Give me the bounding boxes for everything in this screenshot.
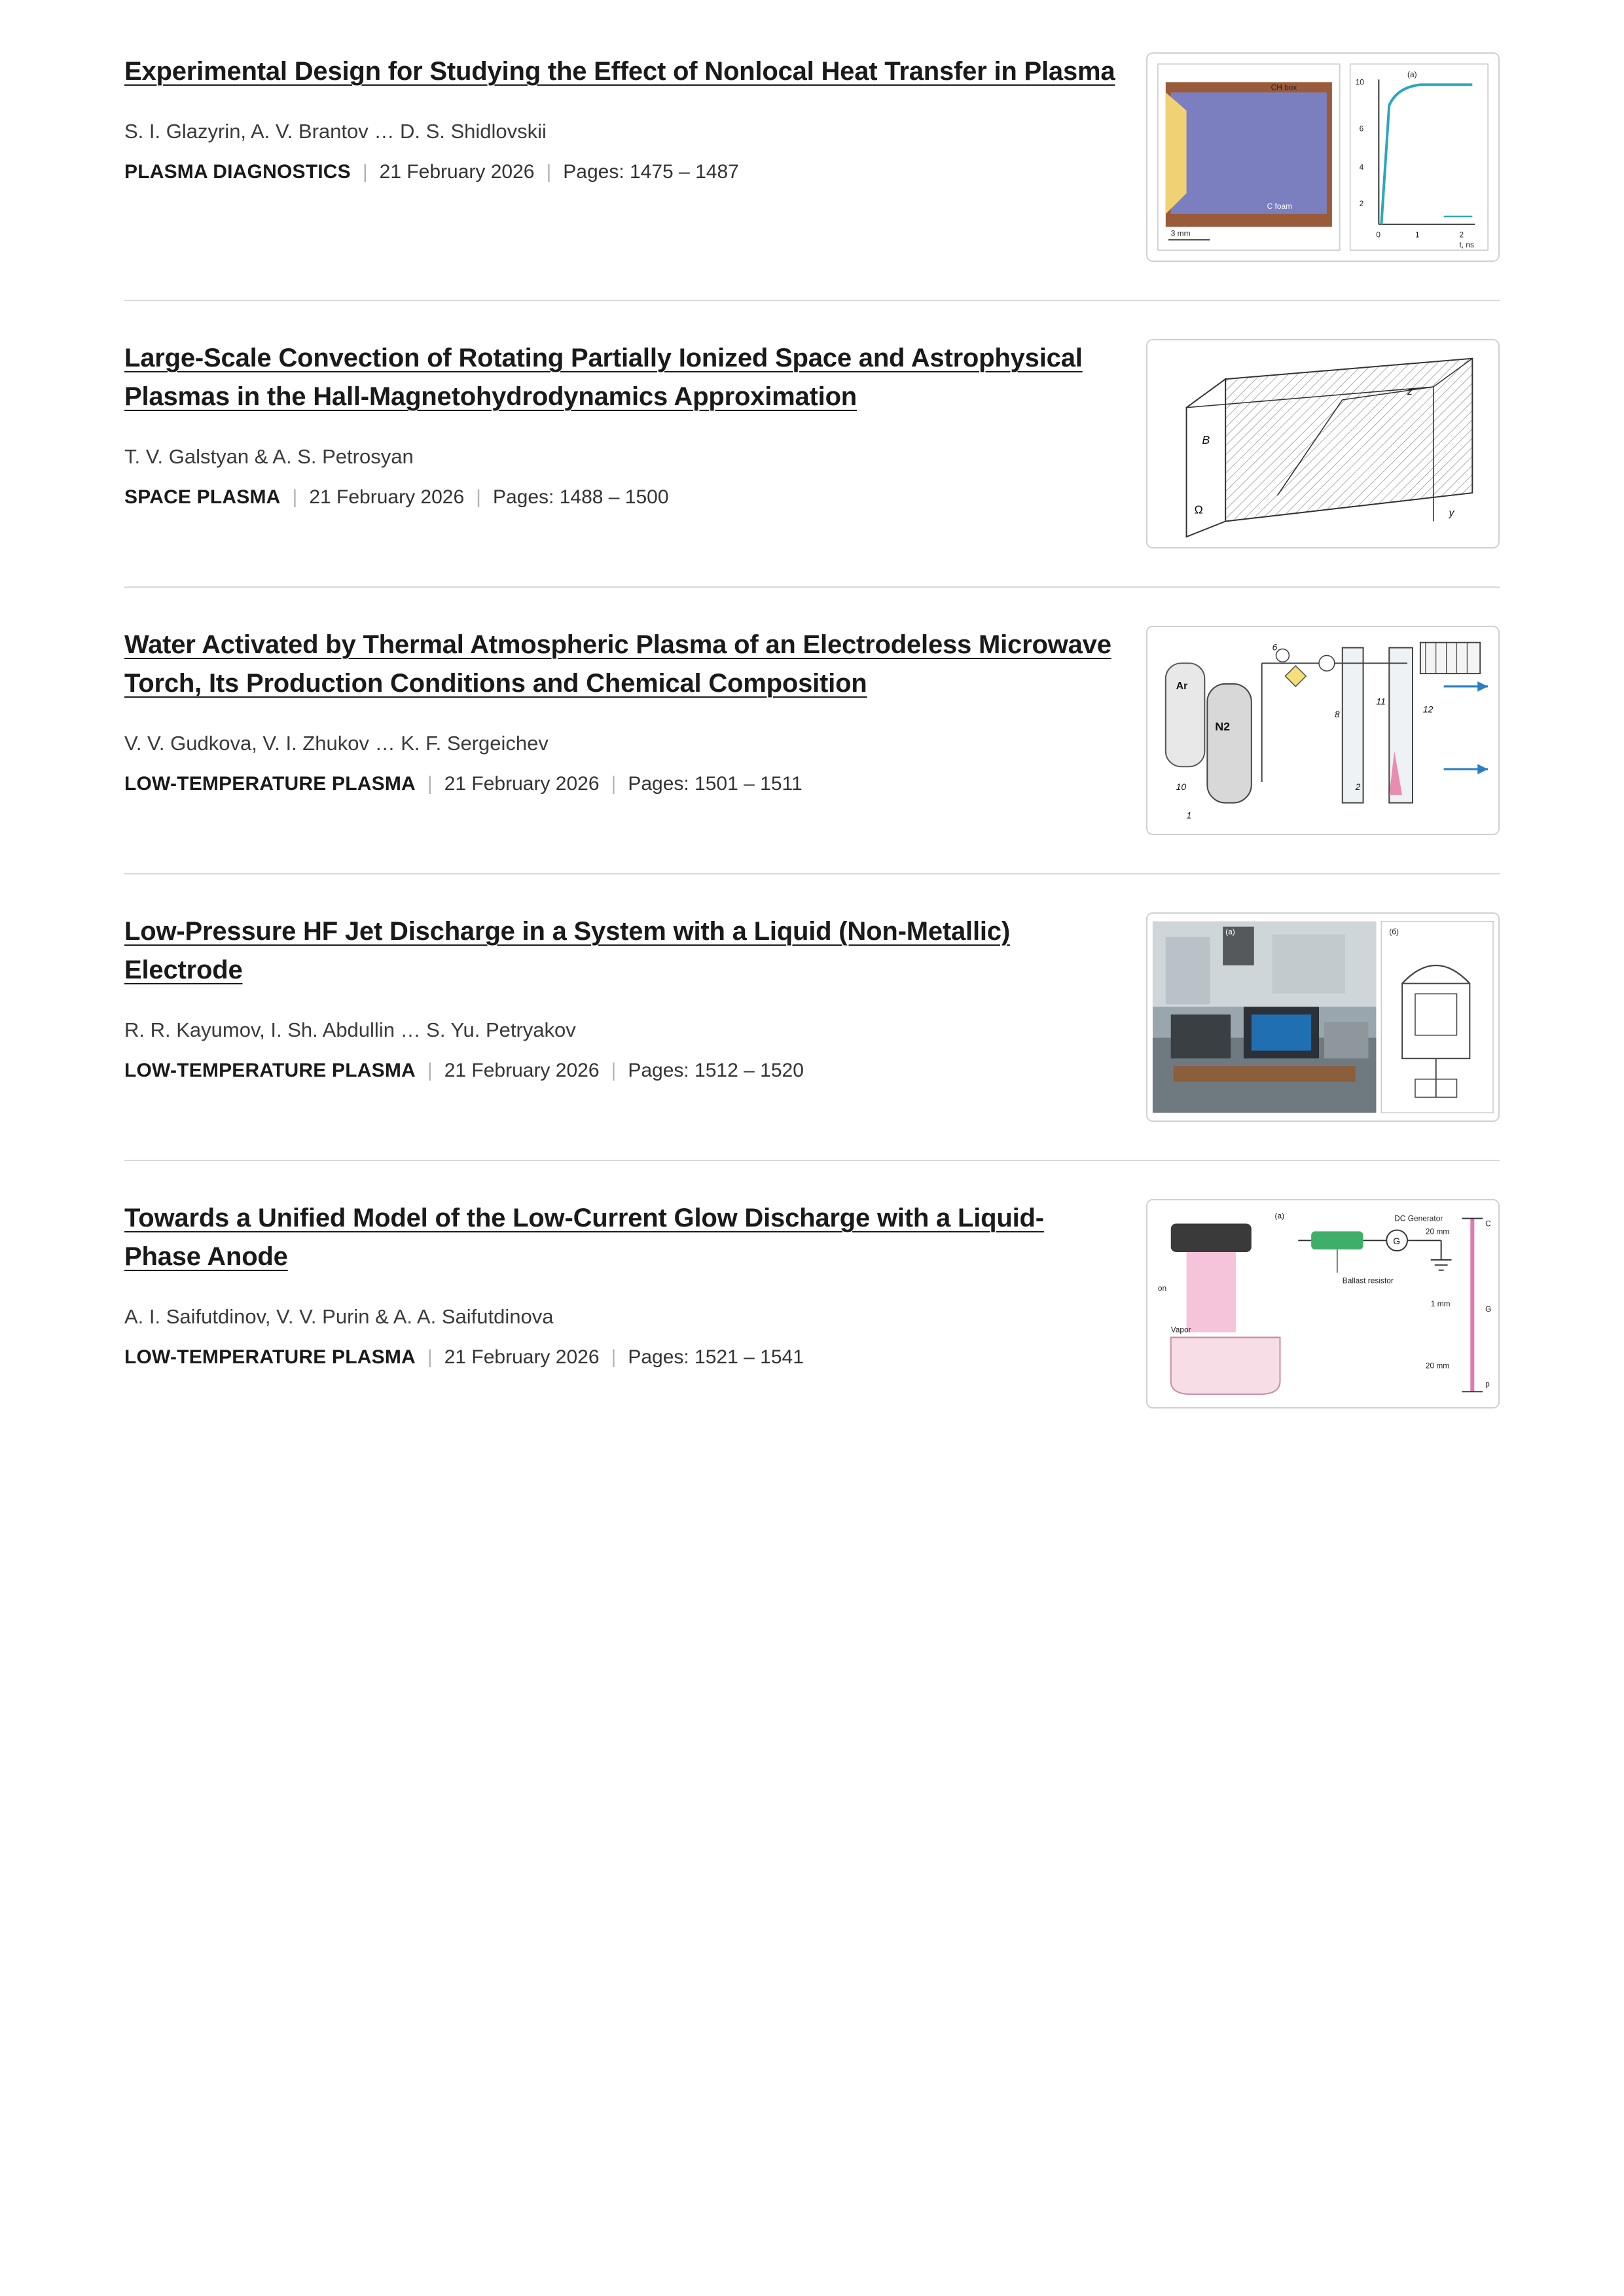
svg-text:on: on — [1157, 1283, 1167, 1293]
svg-text:G: G — [1393, 1236, 1401, 1247]
svg-text:3 mm: 3 mm — [1170, 228, 1191, 238]
svg-text:4: 4 — [1359, 162, 1364, 172]
svg-text:(а): (а) — [1274, 1211, 1285, 1221]
article-title-wrap — [124, 912, 1119, 990]
svg-text:20 mm: 20 mm — [1425, 1361, 1450, 1371]
article-main — [124, 626, 1119, 798]
article-date: 21 February 2026 — [444, 773, 600, 795]
article-thumbnail[interactable] — [1146, 52, 1500, 262]
svg-text:1 mm: 1 mm — [1430, 1299, 1451, 1308]
svg-text:0: 0 — [1376, 230, 1381, 240]
svg-text:Ballast resistor: Ballast resistor — [1342, 1276, 1394, 1285]
svg-text:1: 1 — [1186, 810, 1192, 821]
svg-text:1: 1 — [1415, 230, 1420, 240]
meta-separator-icon: | — [476, 486, 481, 509]
article-authors: T. V. Galstyan & A. S. Petrosyan — [124, 445, 414, 469]
article-date: 21 February 2026 — [444, 1346, 600, 1369]
article-authors: R. R. Kayumov, I. Sh. Abdullin … S. Yu. Petryakov — [124, 1018, 576, 1042]
lab-setup-photo-thumbnail — [1147, 914, 1498, 1121]
svg-text:Ω: Ω — [1194, 503, 1203, 516]
meta-separator-icon: | — [362, 161, 368, 183]
svg-text:y: y — [1449, 507, 1454, 519]
svg-text:B: B — [1202, 433, 1210, 446]
meta-separator-icon: | — [546, 161, 552, 183]
svg-text:C foam: C foam — [1267, 202, 1293, 211]
article-section-label[interactable]: PLASMA DIAGNOSTICS — [124, 161, 351, 183]
article-pages: Pages: 1488 – 1500 — [492, 486, 669, 509]
article-main — [124, 1199, 1119, 1371]
meta-separator-icon: | — [292, 486, 298, 509]
svg-text:CH box: CH box — [1271, 82, 1297, 92]
article-thumbnail[interactable] — [1146, 626, 1500, 835]
article-title-wrap — [124, 52, 1119, 91]
article-meta — [124, 1344, 1119, 1371]
svg-text:2: 2 — [1459, 230, 1464, 240]
article-section-label[interactable]: LOW-TEMPERATURE PLASMA — [124, 1060, 416, 1082]
article-main — [124, 339, 1119, 511]
article-entry — [124, 339, 1500, 588]
article-pages: Pages: 1521 – 1541 — [628, 1346, 804, 1369]
glow-discharge-schematic-thumbnail — [1147, 1200, 1498, 1407]
svg-text:p: p — [1485, 1379, 1490, 1389]
article-pages: Pages: 1512 – 1520 — [628, 1060, 804, 1082]
article-entry — [124, 1199, 1500, 1446]
svg-text:8: 8 — [1334, 709, 1340, 720]
svg-text:z: z — [1407, 386, 1413, 397]
svg-text:Ar: Ar — [1176, 680, 1188, 692]
convection-box-diagram-thumbnail — [1147, 340, 1498, 547]
article-meta — [124, 484, 1119, 511]
plasma-target-graph-thumbnail — [1147, 54, 1498, 260]
article-thumbnail[interactable] — [1146, 1199, 1500, 1408]
svg-text:G: G — [1485, 1304, 1492, 1314]
article-title-link[interactable]: Experimental Design for Studying the Effect of Nonlocal Heat Transfer in Plasma — [124, 57, 1115, 86]
svg-text:10: 10 — [1355, 77, 1364, 87]
article-list — [124, 0, 1500, 1446]
article-title-link[interactable]: Water Activated by Thermal Atmospheric Plasma of an Electrodeless Microwave Torch, Its Production Conditions and Chemical Composition — [124, 630, 1111, 698]
article-section-label[interactable]: LOW-TEMPERATURE PLASMA — [124, 1346, 416, 1369]
svg-text:6: 6 — [1359, 124, 1364, 134]
svg-text:2: 2 — [1359, 199, 1364, 209]
meta-separator-icon: | — [611, 1346, 617, 1369]
article-title-wrap — [124, 1199, 1119, 1276]
svg-text:(б): (б) — [1389, 927, 1399, 937]
meta-separator-icon: | — [611, 773, 617, 795]
article-title-link[interactable]: Low-Pressure HF Jet Discharge in a System with a Liquid (Non-Metallic) Electrode — [124, 917, 1010, 985]
article-thumbnail[interactable] — [1146, 912, 1500, 1122]
svg-text:20 mm: 20 mm — [1425, 1227, 1450, 1236]
meta-separator-icon: | — [427, 1060, 433, 1082]
svg-text:t, ns: t, ns — [1459, 240, 1474, 250]
svg-text:2: 2 — [1355, 781, 1361, 792]
article-title-link[interactable]: Large-Scale Convection of Rotating Partially Ionized Space and Astrophysical Plasmas in the Hall-Magnetohydrodynamics Approximation — [124, 344, 1083, 412]
svg-text:N2: N2 — [1215, 720, 1231, 733]
svg-text:C: C — [1485, 1219, 1491, 1229]
article-entry — [124, 912, 1500, 1161]
meta-separator-icon: | — [427, 1346, 433, 1369]
article-meta — [124, 158, 1119, 186]
svg-text:11: 11 — [1376, 696, 1386, 707]
article-pages: Pages: 1501 – 1511 — [628, 773, 803, 795]
svg-text:Vapor: Vapor — [1170, 1325, 1191, 1335]
article-title-wrap — [124, 626, 1119, 703]
article-thumbnail[interactable] — [1146, 339, 1500, 548]
article-authors: A. I. Saifutdinov, V. V. Purin & A. A. Saifutdinova — [124, 1305, 554, 1329]
article-pages: Pages: 1475 – 1487 — [563, 161, 739, 183]
meta-separator-icon: | — [427, 773, 433, 795]
article-title-link[interactable]: Towards a Unified Model of the Low-Current Glow Discharge with a Liquid-Phase Anode — [124, 1204, 1044, 1272]
svg-text:DC Generator: DC Generator — [1394, 1213, 1443, 1223]
article-entry — [124, 626, 1500, 874]
article-authors: S. I. Glazyrin, A. V. Brantov … D. S. Shidlovskii — [124, 120, 547, 143]
article-main — [124, 52, 1119, 186]
article-meta — [124, 770, 1119, 798]
article-meta — [124, 1057, 1119, 1085]
article-section-label[interactable]: SPACE PLASMA — [124, 486, 281, 509]
svg-text:(а): (а) — [1225, 927, 1235, 937]
article-date: 21 February 2026 — [444, 1060, 600, 1082]
article-main — [124, 912, 1119, 1085]
svg-text:(a): (a) — [1407, 69, 1417, 79]
svg-text:10: 10 — [1176, 781, 1187, 792]
svg-text:6: 6 — [1272, 641, 1278, 653]
article-entry — [124, 52, 1500, 301]
article-title-wrap — [124, 339, 1119, 416]
meta-separator-icon: | — [611, 1060, 617, 1082]
svg-text:12: 12 — [1422, 704, 1434, 715]
article-section-label[interactable]: LOW-TEMPERATURE PLASMA — [124, 773, 416, 795]
article-date: 21 February 2026 — [379, 161, 535, 183]
article-authors: V. V. Gudkova, V. I. Zhukov … K. F. Sergeichev — [124, 732, 549, 755]
article-date: 21 February 2026 — [309, 486, 465, 509]
microwave-torch-apparatus-thumbnail — [1147, 627, 1498, 834]
